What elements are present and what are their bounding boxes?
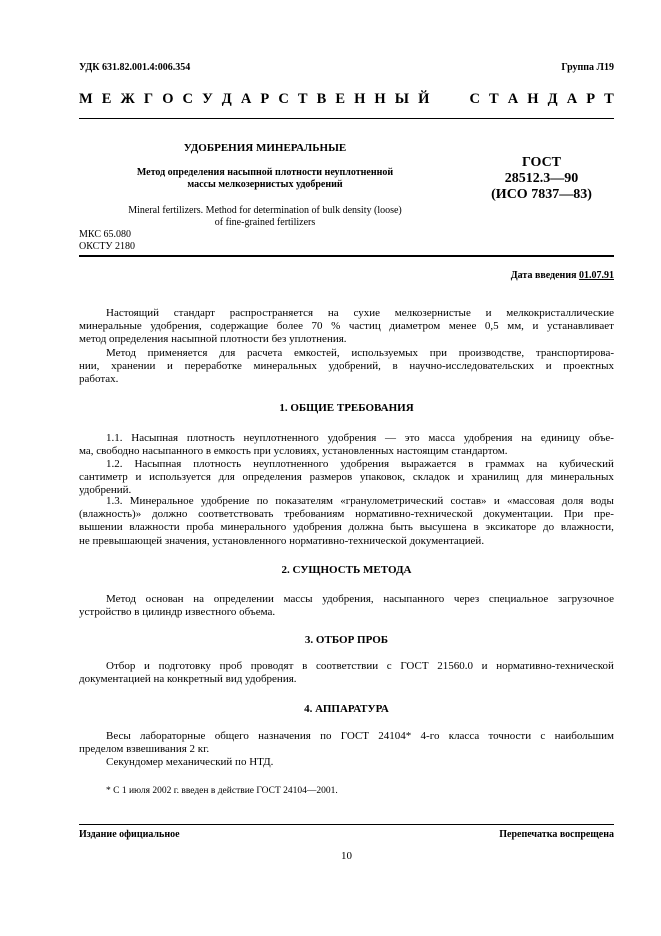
paragraph-word: в [302, 660, 308, 672]
introduction-date [511, 270, 614, 281]
paragraph-word: объе- [588, 432, 614, 444]
paragraph-word: и [481, 660, 488, 672]
paragraph-4-2 [79, 756, 614, 769]
iso-number: (ИСО 7837—83) [491, 187, 592, 202]
paragraph-word: сантиметр [79, 471, 128, 484]
paragraph-word: Насыпная [131, 432, 179, 444]
paragraph-word: хранении [111, 360, 156, 373]
paragraph-word: состав» [450, 495, 487, 507]
banner-letter-word1-16: Ы [394, 91, 409, 107]
paragraph-word: Отбор [106, 660, 136, 672]
paragraph-word: удобрение [200, 495, 250, 507]
paragraph-word: Минеральное [129, 495, 194, 507]
paragraph-word: переработке [184, 360, 242, 373]
paragraph-word: проводят [250, 660, 294, 672]
paragraph-word: нии, [79, 360, 100, 373]
paragraph-line: не превышающей значения, установленного нормативно-технической документацией. [79, 534, 485, 547]
banner-letter-word1-1: Е [101, 91, 112, 107]
paragraph-word: Метод [106, 593, 136, 605]
paragraph-word: удобрения [340, 458, 390, 470]
paragraph-word: минеральных [550, 471, 614, 484]
paragraph-word: высушена [419, 521, 467, 534]
paragraph-word: подготовку [158, 660, 211, 672]
paragraph-word: с [386, 660, 392, 672]
paragraph-word: воды [590, 495, 614, 507]
banner-letter-word1-9: Р [260, 91, 270, 107]
paragraph-line [79, 660, 614, 673]
group-code: Группа Л19 [561, 62, 614, 73]
paragraph-word: через [453, 593, 480, 605]
paragraph-word: требованиям [284, 508, 345, 521]
paragraph-word: влажности [129, 521, 180, 534]
paragraph-word: мелкокристаллические [506, 307, 614, 319]
paragraph-line: Секундомер механический по НТД. [106, 756, 274, 768]
english-title-line1: Mineral fertilizers. Method for determination of bulk density (loose) [128, 205, 402, 216]
banner-letter-word1-12: В [316, 91, 327, 107]
paragraph-word: на [193, 593, 205, 605]
paragraph-word: должна [348, 521, 384, 534]
paragraph-word: соответствовать [198, 508, 274, 521]
paragraph-word: 1.3. [106, 495, 123, 507]
document-page [79, 0, 614, 936]
paragraph-word: документации. [483, 508, 554, 521]
banner-letter-word1-15: Н [374, 91, 386, 107]
paragraph-line: документацией на конкретный вид удобрения. [79, 673, 297, 686]
paragraph-word: на [521, 432, 532, 444]
gost-label: ГОСТ [521, 155, 562, 170]
paragraph-scope [79, 307, 614, 347]
paragraph-line [79, 347, 614, 360]
paragraph-word: 1.1. [106, 432, 123, 444]
paragraph-word: в [392, 360, 398, 373]
banner-letter-word2-4: Д [547, 91, 558, 107]
paragraph-word: удобрений, [328, 360, 381, 373]
paragraph-word: удобрения, [150, 320, 202, 333]
paragraph-word: научно-исследовательских [409, 360, 535, 373]
paragraph-1-1 [79, 432, 614, 458]
paragraph-word: загрузочное [557, 593, 614, 605]
paragraph-word: сухие [353, 307, 380, 319]
paragraph-word: граммах [485, 458, 525, 470]
paragraph-word: общего [214, 730, 249, 742]
paragraph-line: ма, свободно насыпанного в емкость при условиях, установленных настоящим стандартом. [79, 445, 508, 458]
paragraph-word: 24104* [378, 730, 412, 742]
paragraph-word: и [457, 471, 464, 484]
paragraph-word: Настоящий [106, 307, 159, 319]
paragraph-word: Насыпная [134, 458, 182, 470]
paragraph-word: определения [242, 471, 302, 484]
paragraph-line: устройство в цилиндр известного объема. [79, 606, 276, 619]
banner-letter-word2-6: Р [586, 91, 596, 107]
paragraph-word: % [331, 320, 341, 333]
paragraph-word: мм, [507, 320, 524, 333]
official-edition-label: Издание официальное [79, 829, 180, 840]
banner-letter-word1-2: Ж [120, 91, 135, 107]
paragraph-word: и [144, 660, 150, 672]
banner-letter-word1-14: Н [354, 91, 366, 107]
paragraph-word: плотность [186, 432, 235, 444]
paragraph-word: вышении [79, 521, 123, 534]
paragraph-word: единицу [540, 432, 581, 444]
paragraph-word: Весы [106, 730, 131, 742]
paragraph-word: массы [283, 593, 313, 605]
paragraph-word: содержащие [210, 320, 269, 333]
paragraph-word: лабораторные [140, 730, 206, 742]
doc-title: УДОБРЕНИЯ МИНЕРАЛЬНЫЕ [183, 142, 347, 154]
paragraph-line [79, 521, 614, 534]
paragraph-line [79, 432, 614, 445]
paragraph-line [79, 508, 614, 521]
paragraph-word: и [545, 360, 552, 373]
paragraph-word: эксикаторе [485, 521, 537, 534]
banner-letter-word2-7: Т [604, 91, 614, 107]
reprint-prohibited-label: Перепечатка воспрещена [499, 829, 614, 840]
paragraph-word: насыпанного [383, 593, 445, 605]
paragraph-word: проба [186, 521, 214, 534]
paragraph-word: и [493, 495, 500, 507]
paragraph-word: по [256, 495, 269, 507]
mks-code: МКС 65.080 [79, 229, 131, 240]
paragraph-line [79, 307, 614, 320]
paragraph-line: метод определения насыпной плотности без уплотнения. [79, 333, 347, 346]
paragraph-2 [79, 593, 614, 619]
paragraph-word: соответствии [315, 660, 379, 672]
banner-letter-word2-5: А [566, 91, 578, 107]
okstu-code: ОКСТУ 2180 [79, 241, 136, 252]
introduction-date-label: Дата введения [510, 270, 577, 281]
banner-letter-word1-7: Д [221, 91, 232, 107]
paragraph-line [79, 495, 614, 508]
banner-letter-word1-8: А [240, 91, 252, 107]
footnote: * С 1 июля 2002 г. введен в действие ГОСТ 24104—2001. [106, 786, 338, 796]
paragraph-word: это [404, 432, 420, 444]
paragraph-word: 0,5 [484, 320, 499, 333]
paragraph-word: емкостей, [294, 347, 340, 359]
footer-rule [79, 824, 614, 825]
paragraph-word: наибольшим [554, 730, 614, 742]
paragraph-word: должно [151, 508, 188, 521]
paragraph-word: определении [213, 593, 274, 605]
paragraph-word: для [526, 471, 543, 484]
banner-letter-word1-0: М [79, 91, 93, 107]
banner-letter-word1-13: Е [335, 91, 345, 107]
paragraph-word: распространяется [229, 307, 314, 319]
paragraph-word: хранилищ [471, 471, 519, 484]
paragraph-word: и [532, 320, 539, 333]
banner-letter-word1-5: С [182, 91, 194, 107]
paragraph-word: кубический [559, 458, 614, 470]
paragraph-word: 70 [311, 320, 323, 333]
paragraph-word: При [563, 508, 584, 521]
paragraph-word: проектных [563, 360, 614, 373]
paragraph-word: влажности, [560, 521, 614, 534]
paragraph-word: при [429, 347, 448, 359]
paragraph-line [79, 730, 614, 743]
banner-letter-word1-11: Т [297, 91, 308, 107]
paragraph-word: размеров [309, 471, 353, 484]
paragraph-word: ГОСТ [400, 660, 429, 672]
banner-letter-word2-0: С [469, 91, 480, 107]
paragraph-word: удобрения, [322, 593, 374, 605]
paragraph-word: устанавливает [546, 320, 614, 333]
paragraph-word: быть [390, 521, 413, 534]
paragraph-word: диаметром [389, 320, 441, 333]
english-title-line2: of fine-grained fertilizers [214, 217, 316, 228]
paragraph-word: мелкозернистые [394, 307, 471, 319]
paragraph-word: транспортирова- [535, 347, 614, 359]
paragraph-line [79, 458, 614, 471]
paragraph-word: менее [448, 320, 477, 333]
paragraph-word: стандарт [173, 307, 215, 319]
udk-code: УДК 631.82.001.4:006.354 [79, 62, 191, 73]
doc-subtitle-line2: массы мелкозернистых удобрений [187, 179, 343, 190]
paragraph-word: и [135, 471, 142, 484]
paragraph-application [79, 347, 614, 387]
page-number: 10 [341, 850, 352, 862]
paragraph-word: удобрения [327, 432, 377, 444]
paragraph-word: — [385, 432, 397, 444]
paragraph-word: расчета [247, 347, 283, 359]
paragraph-word: класса [448, 730, 480, 742]
paragraph-word: удобрения [463, 432, 513, 444]
paragraph-word: частиц [348, 320, 381, 333]
paragraph-word: масса [428, 432, 455, 444]
section-4-title: 4. АППАРАТУРА [304, 703, 389, 715]
paragraph-word: неуплотненного [253, 458, 329, 470]
paragraph-1-2 [79, 458, 614, 498]
paragraph-word: 1.2. [106, 458, 123, 470]
paragraph-word: «гранулометрический [340, 495, 444, 507]
banner-letter-word1-4: О [162, 91, 174, 107]
banner-letter-word1-10: С [278, 91, 289, 107]
paragraph-line [79, 360, 614, 373]
paragraph-word: минеральные [79, 320, 142, 333]
paragraph-word: используется [149, 471, 211, 484]
paragraph-word: удобрения [293, 521, 342, 534]
paragraph-word: минерального [220, 521, 287, 534]
paragraph-word: 21560.0 [437, 660, 473, 672]
paragraph-word: в [468, 458, 474, 470]
paragraph-word: упаковок, [359, 471, 406, 484]
paragraph-word: более [276, 320, 303, 333]
gost-number: 28512.3—90 [504, 171, 579, 186]
paragraph-word: 4-го [420, 730, 440, 742]
paragraph-word: назначения [258, 730, 311, 742]
paragraph-word: складок [412, 471, 450, 484]
introduction-date-value: 01.07.91 [579, 270, 614, 281]
paragraph-word: плотность [193, 458, 242, 470]
paragraph-word: для [219, 347, 236, 359]
paragraph-word: на [536, 458, 548, 470]
paragraph-word: неуплотненного [243, 432, 319, 444]
paragraph-word: в [473, 521, 479, 534]
paragraph-word: «массовая [507, 495, 555, 507]
paragraph-word: и [485, 307, 492, 319]
banner-letter-word1-3: Г [143, 91, 154, 107]
paragraph-word: точности [488, 730, 532, 742]
banner-letter-word2-2: А [507, 91, 519, 107]
paragraph-4-1 [79, 730, 614, 756]
paragraph-line: удобрений. [79, 484, 132, 497]
paragraph-word: применяется [147, 347, 208, 359]
paragraph-word: по [320, 730, 332, 742]
paragraph-word: и [167, 360, 173, 373]
banner-letter-word1-6: У [202, 91, 213, 107]
paragraph-word: проб [219, 660, 243, 672]
banner-letter-word2-1: Т [489, 91, 499, 107]
paragraph-3 [79, 660, 614, 686]
paragraph-word: доля [561, 495, 584, 507]
paragraph-word: основан [145, 593, 184, 605]
paragraph-word: производстве, [458, 347, 525, 359]
paragraph-word: Метод [106, 347, 136, 359]
paragraph-word: для [218, 471, 235, 484]
banner-letter-word2-3: Н [527, 91, 539, 107]
paragraph-line [79, 471, 614, 484]
paragraph-line: пределом взвешивания 2 кг. [79, 743, 210, 756]
paragraph-word: с [540, 730, 546, 742]
section-3-title: 3. ОТБОР ПРОБ [304, 634, 389, 646]
paragraph-word: выражается [401, 458, 457, 470]
paragraph-word: используемых [351, 347, 419, 359]
banner-letter-word1-17: Й [418, 91, 430, 107]
banner-word-gap [438, 91, 460, 107]
paragraph-line [79, 320, 614, 333]
paragraph-line: работах. [79, 373, 119, 386]
paragraph-word: ГОСТ [340, 730, 370, 742]
title-rule [79, 255, 614, 257]
paragraph-word: минеральных [253, 360, 317, 373]
paragraph-word: (влажность)» [79, 508, 142, 521]
paragraph-word: показателям [275, 495, 333, 507]
paragraph-word: нормативно-технической [496, 660, 614, 672]
paragraph-1-3 [79, 495, 614, 548]
interstate-standard-banner [79, 91, 614, 107]
header-rule [79, 118, 614, 119]
paragraph-word: на [327, 307, 339, 319]
paragraph-word: нормативно-технической [355, 508, 473, 521]
paragraph-word: пре- [594, 508, 614, 521]
section-2-title: 2. СУЩНОСТЬ МЕТОДА [281, 564, 412, 576]
section-1-title: 1. ОБЩИЕ ТРЕБОВАНИЯ [279, 402, 414, 414]
doc-subtitle-line1: Метод определения насыпной плотности неуплотненной [136, 167, 394, 178]
paragraph-line [79, 593, 614, 606]
paragraph-word: специальное [488, 593, 549, 605]
paragraph-word: до [543, 521, 555, 534]
